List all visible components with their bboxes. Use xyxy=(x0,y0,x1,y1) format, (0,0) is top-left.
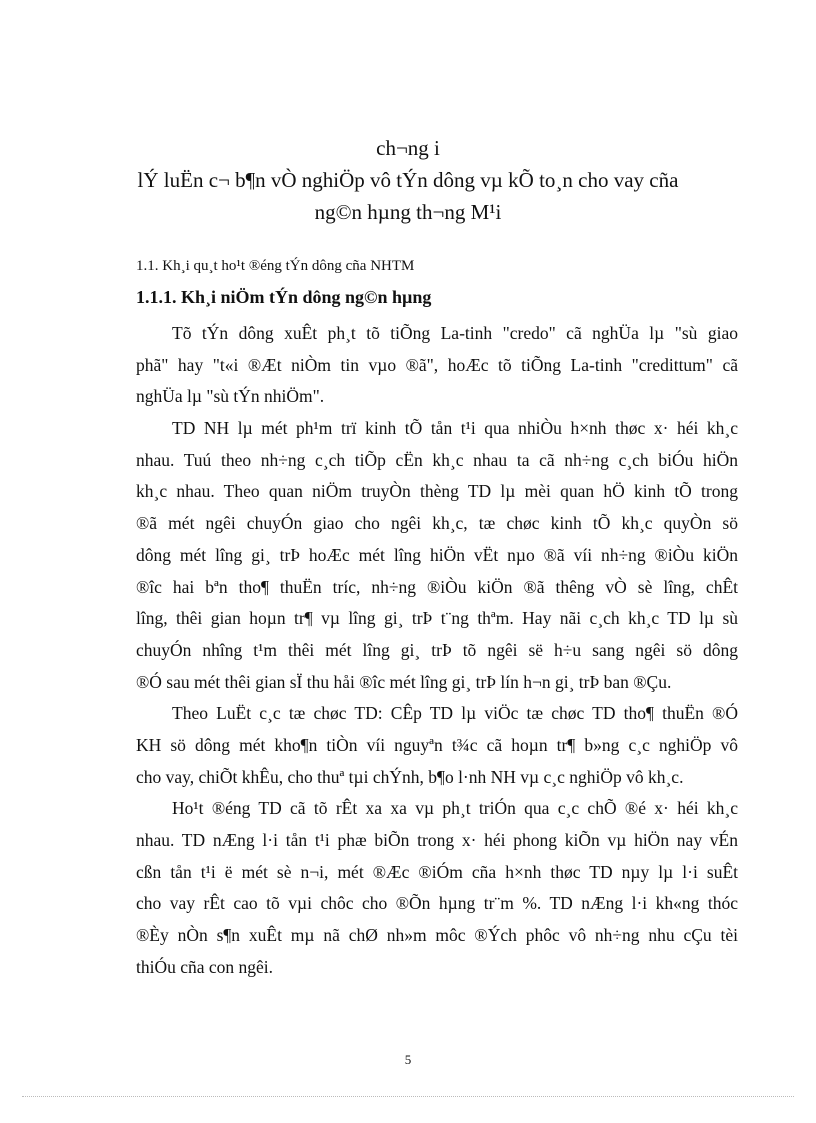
text-line: phã" hay "t«i ®Æt niÒm tin vµo ®ã", hoÆc tõ tiÕng La-tinh "credittum" cã xyxy=(136,354,738,375)
text-line: ®ã mét ngêi chuyÓn giao cho ngêi kh¸c, tæ chøc kinh tÕ kh¸c quyÒn sö xyxy=(136,513,738,534)
text-line: cho vay rÊt cao tõ vµi chôc cho ®Õn hµng tr¨m %. TD nÆng l·i kh«ng thóc xyxy=(136,893,738,914)
text-line: cßn tån t¹i ë mét sè n¬i, mét ®Æc ®iÓm cña h×nh thøc TD nµy lµ l·i suÊt xyxy=(136,861,738,882)
text-line: dông mét lîng gi¸ trÞ hoÆc mét lîng hiÖn vËt nµo ®ã víi nh÷ng ®iÒu kiÖn xyxy=(136,544,738,565)
text-line: thiÓu cña con ngêi. xyxy=(136,956,274,977)
text-line: nghÜa lµ "sù tÝn nhiÖm". xyxy=(136,386,325,407)
text-line: nhau. Tuú theo nh÷ng c¸ch tiÕp cËn kh¸c nhau ta cã nh÷ng c¸ch biÓu hiÖn xyxy=(136,449,738,470)
body-text xyxy=(136,318,738,983)
text-line: cho vay, chiÕt khÊu, cho thuª tµi chÝnh, b¶o l·nh NH vµ c¸c nghiÖp vô kh¸c. xyxy=(136,766,684,787)
chapter-title xyxy=(100,132,716,228)
subsection-heading: 1.1.1. Kh¸i niÖm tÝn dông ng©n hµng xyxy=(136,287,432,307)
text-line: kh¸c nhau. Theo quan niÖm truyÒn thèng TD lµ mèi quan hÖ kinh tÕ trong xyxy=(136,481,738,502)
text-line: TD NH lµ mét ph¹m trï kinh tÕ tån t¹i qua nhiÒu h×nh thøc x· héi kh¸c xyxy=(172,418,738,439)
text-line: ®îc hai bªn tho¶ thuËn tríc, nh÷ng ®iÒu kiÖn ®ã thêng vÒ sè lîng, chÊt xyxy=(136,576,738,597)
text-line: lîng, thêi gian hoµn tr¶ vµ lîng gi¸ trÞ t¨ng thªm. Hay nãi c¸ch kh¸c TD lµ sù xyxy=(136,608,738,629)
chapter-title-line-1: ch¬ng i xyxy=(376,136,440,160)
text-line: ®Ó sau mét thêi gian sÏ thu håi ®îc mét lîng gi¸ trÞ lín h¬n gi¸ trÞ ban ®Çu. xyxy=(136,671,672,692)
text-line: Theo LuËt c¸c tæ chøc TD: CÊp TD lµ viÖc tæ chøc TD tho¶ thuËn ®Ó xyxy=(172,703,738,724)
text-line: ®Èy nÒn s¶n xuÊt mµ nã chØ nh»m môc ®Ých phôc vô nh÷ng nhu cÇu tèi xyxy=(136,925,738,946)
text-line: nhau. TD nÆng l·i tån t¹i phæ biÕn trong x· héi phong kiÕn vµ hiÖn nay vÉn xyxy=(136,830,738,850)
text-line: Ho¹t ®éng TD cã tõ rÊt xa xa vµ ph¸t triÓn qua c¸c chÕ ®é x· héi kh¸c xyxy=(172,798,738,819)
chapter-title-line-2: lÝ luËn c¬ b¶n vÒ nghiÖp vô tÝn dông vµ kÕ to¸n cho vay cña xyxy=(137,168,679,192)
page-bottom-divider xyxy=(22,1096,794,1097)
chapter-title-line-3: ng©n hµng th¬ng M¹i xyxy=(314,200,502,224)
section-heading: 1.1. Kh¸i qu¸t ho¹t ®éng tÝn dông cña NHTM xyxy=(136,258,415,274)
text-line: Tõ tÝn dông xuÊt ph¸t tõ tiÕng La-tinh "credo" cã nghÜa lµ "sù giao xyxy=(172,323,738,343)
page-number: 5 xyxy=(404,1052,412,1067)
text-line: KH sö dông mét kho¶n tiÒn víi nguyªn t¾c cã hoµn tr¶ b»ng c¸c nghiÖp vô xyxy=(136,734,738,755)
text-line: chuyÓn nhîng t¹m thêi mét lîng gi¸ trÞ tõ ngêi së h÷u sang ngêi sö dông xyxy=(136,639,738,660)
